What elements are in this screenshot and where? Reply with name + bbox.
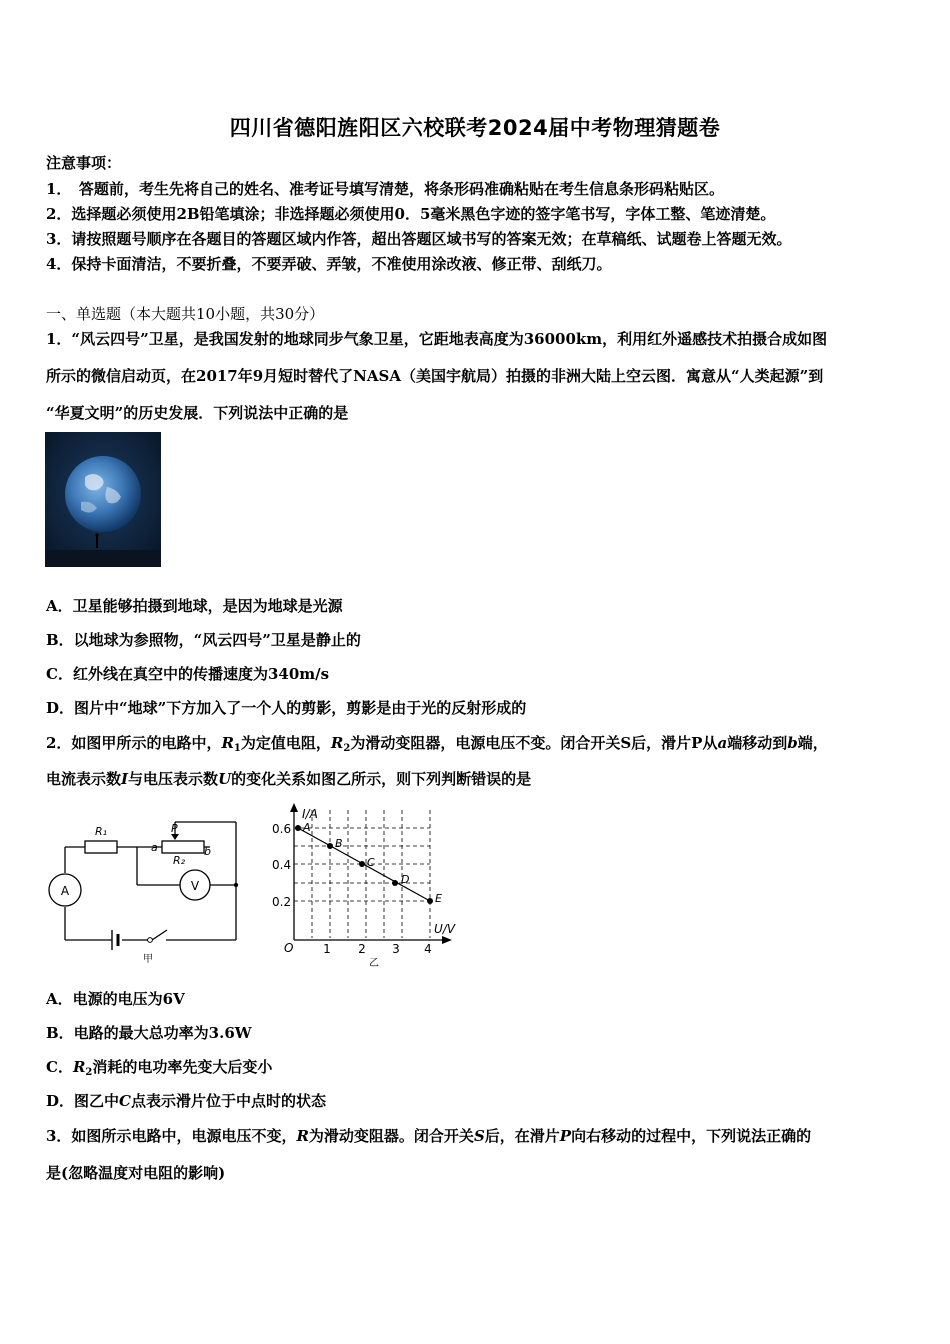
point-label-c: C	[367, 856, 375, 869]
y-axis-label: I/A	[302, 807, 318, 821]
y-tick-label: 0.2	[272, 895, 292, 909]
q1-option-b: B．以地球为参照物，“风云四号”卫星是静止的	[46, 631, 361, 649]
label-a: a	[151, 841, 158, 854]
iu-graph	[270, 800, 470, 970]
point-b	[327, 843, 333, 849]
q1-text: 1．“风云四号”卫星，是我国发射的地球同步气象卫星，它距地表高度为36000km，利用红外遥感技术拍摄合成如图	[46, 330, 828, 348]
x-axis-arrow-icon	[442, 936, 452, 944]
label-r1: R₁	[95, 825, 108, 838]
notice-item: 1． 答题前，考生先将自己的姓名、准考证号填写清楚，将条形码准确粘贴在考生信息条形码粘贴区。	[46, 180, 724, 198]
point-label-e: E	[435, 892, 442, 905]
point-label-b: B	[335, 837, 343, 850]
label-r2: R₂	[173, 854, 186, 867]
switch-pivot-icon	[148, 938, 153, 943]
voltmeter-label: V	[190, 879, 200, 893]
q2-text: 2．如图甲所示的电路中，$R_1$为定值电阻，$R_2$为滑动变阻器，电源电压不变。闭合开关S后，滑片P从a端移动到b端，	[46, 734, 828, 754]
notice-item: 2．选择题必须使用2B铅笔填涂；非选择题必须使用0．5毫米黑色字迹的签字笔书写，字体工整、笔迹清楚。	[46, 205, 776, 223]
circuit-diagram	[40, 815, 245, 965]
x-tick-label: 4	[424, 942, 432, 956]
ammeter-label: A	[60, 884, 70, 898]
point-c	[359, 861, 365, 867]
q3-text: 3．如图所示电路中，电源电压不变，R为滑动变阻器。闭合开关S后，在滑片P向右移动的过程中，下列说法正确的	[46, 1127, 812, 1145]
point-a	[295, 825, 301, 831]
q1-text: “华夏文明”的历史发展．下列说法中正确的是	[46, 404, 349, 422]
y-tick-label: 0.6	[272, 822, 292, 836]
y-axis-arrow-icon	[290, 803, 298, 812]
q1-text: 所示的微信启动页，在2017年9月短时替代了NASA（美国宇航局）拍摄的非洲大陆上空云图．寓意从“人类起源”到	[46, 367, 824, 385]
q3-text: 是(忽略温度对电阻的影响)	[46, 1164, 226, 1182]
q2-option-d: D．图乙中C点表示滑片位于中点时的状态	[46, 1092, 326, 1110]
section-heading: 一、单选题（本大题共10小题，共30分）	[46, 305, 325, 323]
x-axis-label: U/V	[434, 922, 456, 936]
point-label-d: D	[401, 873, 410, 886]
x-tick-label: 1	[323, 942, 331, 956]
label-p: P	[171, 822, 178, 835]
label-b: b	[204, 845, 211, 858]
q1-option-d: D．图片中“地球”下方加入了一个人的剪影，剪影是由于光的反射形成的	[46, 699, 527, 717]
point-d	[392, 880, 398, 886]
q1-option-a: A．卫星能够拍摄到地球，是因为地球是光源	[46, 597, 343, 615]
notice-item: 4．保持卡面清洁，不要折叠，不要弄破、弄皱，不准使用涂改液、修正带、刮纸刀。	[46, 255, 612, 273]
circuit-caption: 甲	[143, 954, 153, 965]
notice-heading: 注意事项：	[46, 154, 122, 172]
q2-option-c: C．$R_2$消耗的电功率先变大后变小	[46, 1058, 273, 1078]
q2-option-b: B．电路的最大总功率为3.6W	[46, 1024, 252, 1042]
earth-image	[45, 432, 161, 567]
point-label-a: A	[303, 821, 311, 834]
x-tick-label: 2	[358, 942, 366, 956]
x-tick-label: 3	[392, 942, 400, 956]
origin-label: O	[284, 941, 294, 955]
graph-caption: 乙	[369, 958, 379, 969]
point-e	[427, 898, 433, 904]
y-tick-label: 0.4	[272, 858, 292, 872]
q2-option-a: A．电源的电压为6V	[46, 990, 185, 1008]
q1-option-c: C．红外线在真空中的传播速度为340m/s	[46, 665, 330, 683]
q2-text: 电流表示数I与电压表示数U的变化关系如图乙所示，则下列判断错误的是	[46, 770, 532, 788]
page-title: 四川省德阳旌阳区六校联考2024届中考物理猜题卷	[229, 116, 721, 140]
notice-item: 3．请按照题号顺序在各题目的答题区域内作答，超出答题区域书写的答案无效；在草稿纸、试题卷上答题无效。	[46, 230, 792, 248]
